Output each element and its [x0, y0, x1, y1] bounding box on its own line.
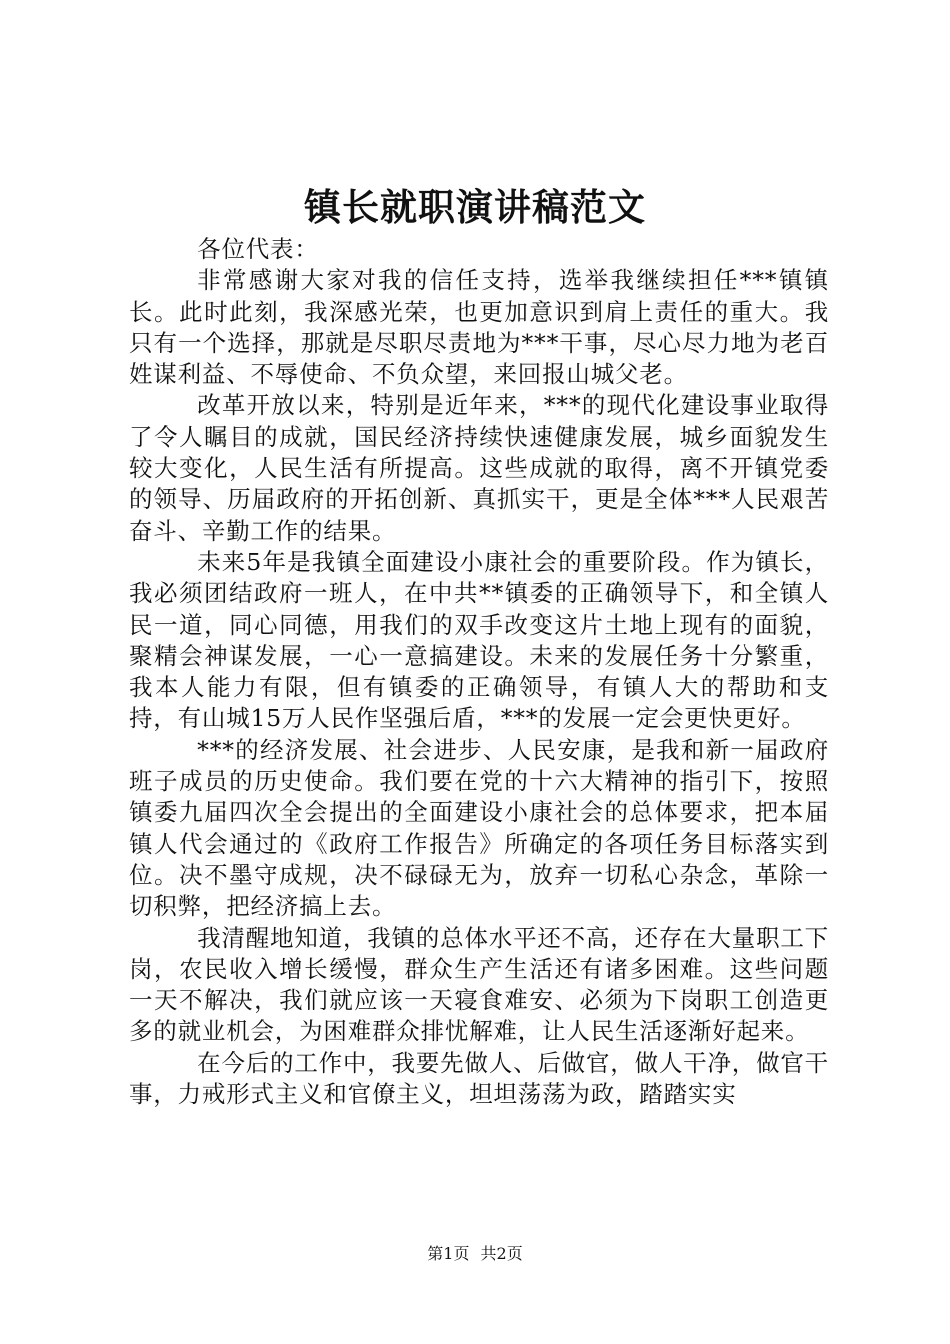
body-paragraph: ***的经济发展、社会进步、人民安康，是我和新一届政府班子成员的历史使命。我们要在党的十六大精神的指引下，按照镇委九届四次全会提出的全面建设小康社会的总体要求，把本届镇人代会通过的《政府工作报告》所确定的各项任务目标落实到位。决不墨守成规，决不碌碌无为，放弃一切私心杂念，革除一切积弊，把经济搞上去。: [129, 735, 829, 921]
body-paragraph: 在今后的工作中，我要先做人、后做官，做人干净，做官干事，力戒形式主义和官僚主义，坦坦荡荡为政，踏踏实实: [129, 1048, 829, 1109]
page-footer: 第1页 共2页: [427, 1244, 523, 1263]
body-paragraph: 我清醒地知道，我镇的总体水平还不高，还存在大量职工下岗，农民收入增长缓慢，群众生产生活还有诸多困难。这些问题一天不解决，我们就应该一天寝食难安、必须为下岗职工创造更多的就业机会，为困难群众排忧解难，让人民生活逐渐好起来。: [129, 923, 829, 1046]
body-paragraph: 改革开放以来，特别是近年来，***的现代化建设事业取得了令人瞩目的成就，国民经济持续快速健康发展，城乡面貌发生较大变化，人民生活有所提高。这些成就的取得，离不开镇党委的领导、历届政府的开拓创新、真抓实干，更是全体***人民艰苦奋斗、辛勤工作的结果。: [129, 391, 829, 545]
document-title: 镇长就职演讲稿范文: [304, 185, 646, 229]
salutation-paragraph: 各位代表：: [197, 235, 319, 263]
body-paragraph: 未来5年是我镇全面建设小康社会的重要阶段。作为镇长，我必须团结政府一班人，在中共**镇委的正确领导下，和全镇人民一道，同心同德，用我们的双手改变这片土地上现有的面貌，聚精会神谋发展，一心一意搞建设。未来的发展任务十分繁重，我本人能力有限，但有镇委的正确领导，有镇人大的帮助和支持，有山城15万人民作坚强后盾，***的发展一定会更快更好。: [129, 547, 829, 733]
body-paragraph: 非常感谢大家对我的信任支持，选举我继续担任***镇镇长。此时此刻，我深感光荣，也更加意识到肩上责任的重大。我只有一个选择，那就是尽职尽责地为***干事，尽心尽力地为老百姓谋利益、不辱使命、不负众望，来回报山城父老。: [129, 266, 829, 389]
document-body: [129, 234, 829, 1110]
